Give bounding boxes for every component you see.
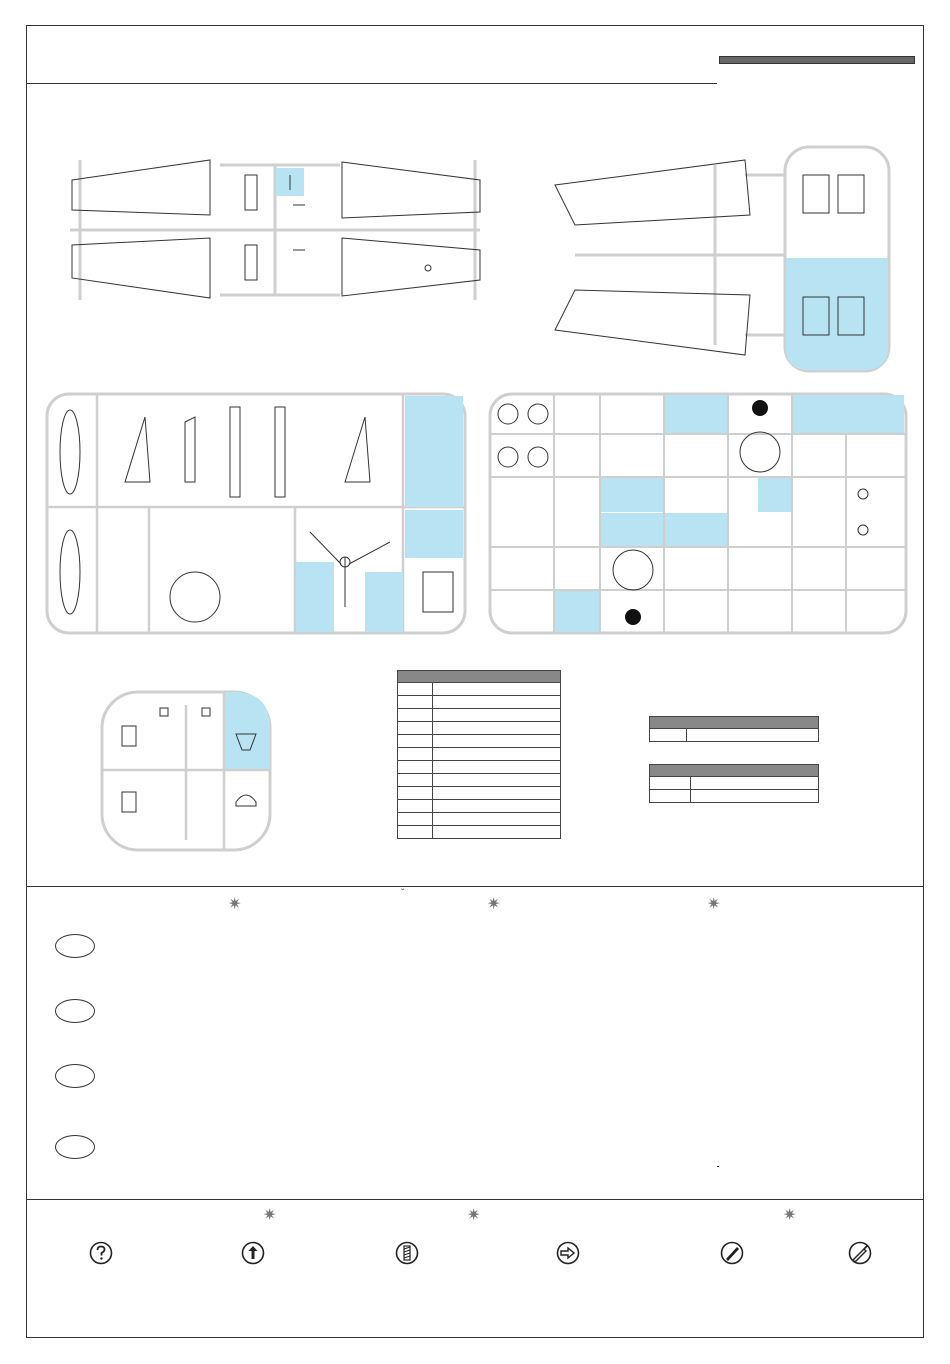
section-divider-2	[26, 1199, 924, 1200]
asterisk-mark: ✷	[228, 896, 242, 913]
canopy-sprue	[100, 690, 272, 852]
title-bar	[719, 56, 915, 64]
section-divider-1	[26, 886, 924, 887]
dash-mark	[717, 1166, 719, 1167]
step-oval-2	[55, 999, 95, 1023]
saw-icon	[720, 1241, 744, 1265]
engine-detail-sprue	[488, 392, 908, 635]
arrow-up-icon	[241, 1241, 265, 1265]
step-oval-3	[55, 1064, 95, 1088]
asterisk-mark: ✷	[263, 1207, 277, 1224]
arrow-right-icon	[556, 1241, 580, 1265]
small-table-1	[649, 716, 819, 742]
caret-mark: ˇ	[401, 888, 405, 899]
small-table-2	[649, 764, 819, 803]
striped-icon	[395, 1241, 419, 1265]
tail-prop-sprue	[45, 392, 467, 635]
asterisk-mark: ✷	[783, 1207, 797, 1224]
step-oval-4	[55, 1135, 95, 1159]
wing-sprue	[60, 150, 490, 310]
question-icon	[89, 1241, 113, 1265]
parts-table	[397, 670, 561, 839]
knife-icon	[848, 1241, 872, 1265]
asterisk-mark: ✷	[707, 896, 721, 913]
title-underline	[27, 83, 717, 84]
step-oval-1	[55, 934, 95, 958]
fuselage-sprue	[545, 145, 895, 375]
asterisk-mark: ✷	[467, 1207, 481, 1224]
asterisk-mark: ✷	[487, 896, 501, 913]
